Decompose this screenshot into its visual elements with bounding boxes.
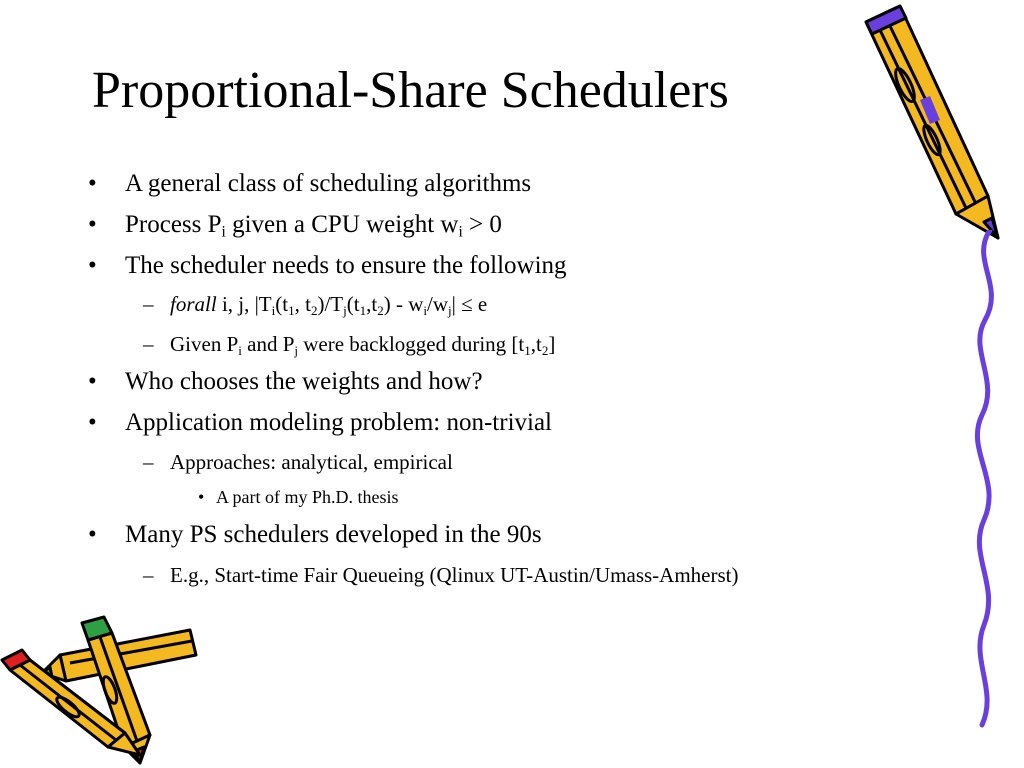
dash-marker: – <box>143 292 154 316</box>
sub-sub-bullet-item <box>198 487 399 508</box>
bullet-marker: • <box>88 170 97 197</box>
bullet-item <box>88 170 531 198</box>
bullet-item <box>88 521 542 549</box>
sub-bullet-item <box>143 332 555 357</box>
squiggle-line <box>960 230 1020 730</box>
bullet-marker: • <box>88 521 97 548</box>
bullet-text: E.g., Start-time Fair Queueing (Qlinux UT-Austin/Umass-Amherst) <box>170 563 739 587</box>
dash-marker: – <box>143 332 154 356</box>
dash-marker: – <box>143 563 154 587</box>
bullet-text: Who chooses the weights and how? <box>125 368 483 395</box>
sub-bullet-item <box>143 292 487 317</box>
bullet-text: Many PS schedulers developed in the 90s <box>125 521 542 548</box>
bullet-text: Given $P_i$ and $P_j$ were backlogged during $[t_1,t_2]$ <box>170 332 556 358</box>
bullet-marker: • <box>88 211 97 238</box>
bullet-item <box>88 252 567 280</box>
bullet-marker: • <box>88 252 97 279</box>
bullet-text: A part of my Ph.D. thesis <box>216 487 399 507</box>
bullet-marker: • <box>198 487 205 507</box>
dash-marker: – <box>143 450 154 474</box>
sub-bullet-item <box>143 450 453 475</box>
bullet-item <box>88 211 502 239</box>
bullet-item <box>88 368 483 396</box>
bullet-text: The scheduler needs to ensure the following <box>125 252 567 279</box>
bullet-text: A general class of scheduling algorithms <box>125 170 532 197</box>
bullet-text: Application modeling problem: non-trivial <box>125 409 553 436</box>
sub-bullet-item <box>143 563 738 588</box>
pencil-icon <box>860 0 1010 250</box>
bullet-text: Approaches: analytical, empirical <box>170 450 453 474</box>
pencil-icon <box>0 615 210 765</box>
slide-title: Proportional-Share Schedulers <box>92 62 729 119</box>
bullet-marker: • <box>88 409 97 436</box>
bullet-marker: • <box>88 368 97 395</box>
bullet-text: Process $P_i$ given a CPU weight $w_i > 0$ <box>125 211 502 241</box>
bullet-item <box>88 409 552 437</box>
formula-text: forall i, j, $|T_i(t_1$, $t_2)/T_j(t_1,t_2) - w_i/w_j| \le e$ <box>170 292 488 318</box>
